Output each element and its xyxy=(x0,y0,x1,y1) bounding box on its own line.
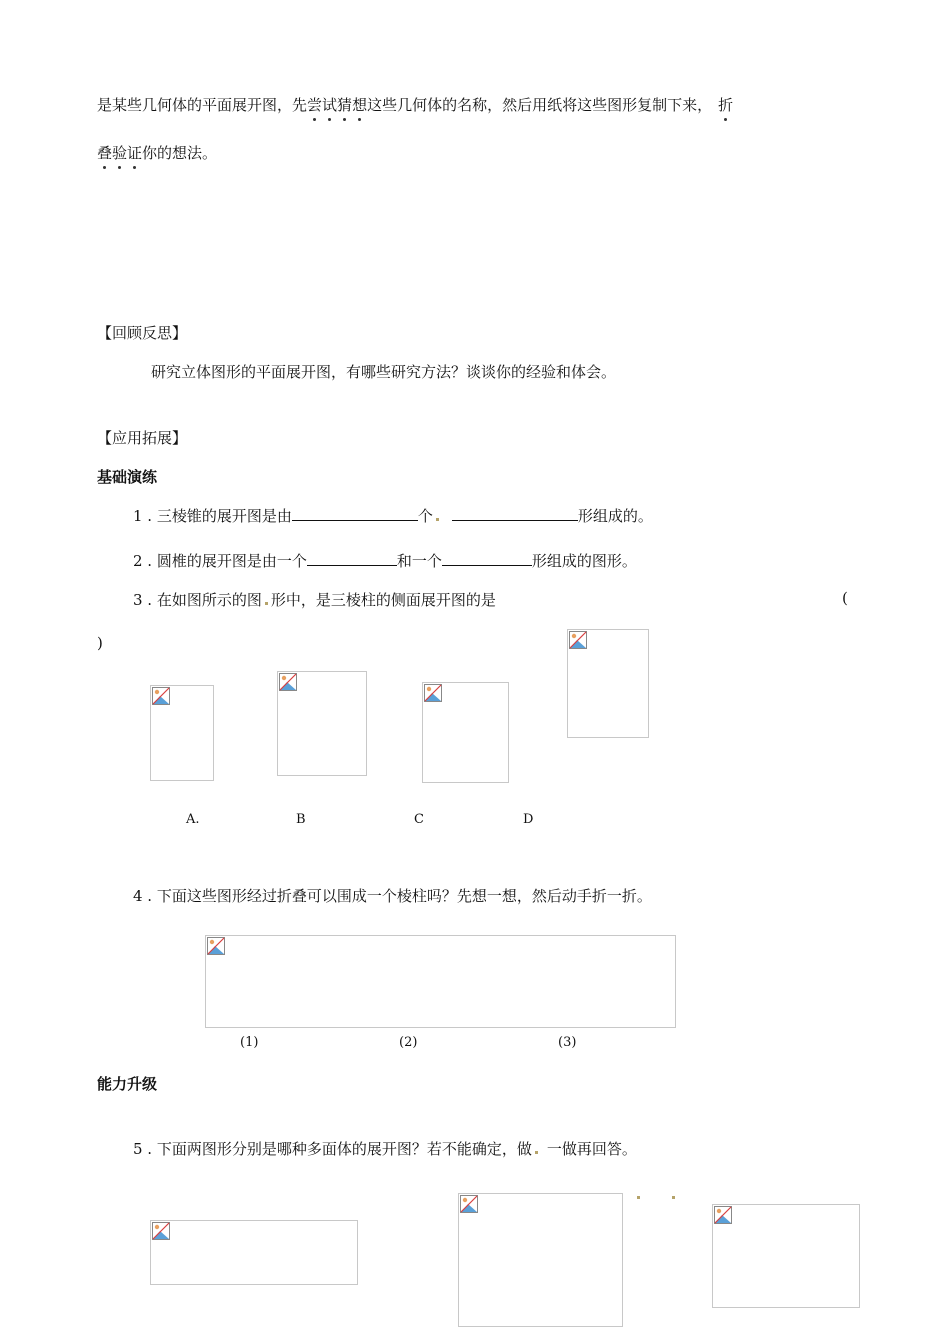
answer-paren-open: ( xyxy=(842,589,848,607)
option-label-c: C xyxy=(414,812,424,827)
emphasis-char: 验 xyxy=(112,144,128,162)
q4-label-1: (1) xyxy=(240,1035,259,1050)
figure-option-b xyxy=(277,671,367,776)
emphasis-char: 尝 xyxy=(307,96,323,114)
marker-dot xyxy=(436,518,439,521)
broken-image-icon xyxy=(152,1222,170,1240)
intro-line-2 xyxy=(97,142,217,163)
question-1: 1 . 三棱锥的展开图是由 个 形组成的。 xyxy=(133,507,653,525)
answer-paren-close: ) xyxy=(97,634,103,652)
option-label-a: A. xyxy=(186,812,200,827)
emphasis-char: 试 xyxy=(322,96,338,114)
answer-blank[interactable] xyxy=(452,506,578,521)
figure-option-c xyxy=(422,682,509,783)
question-5: 5 . 下面两图形分别是哪种多面体的展开图？若不能确定，做 一做再回答。 xyxy=(133,1140,637,1158)
emphasis-char: 想 xyxy=(352,96,368,114)
broken-image-icon xyxy=(152,687,170,705)
figure-q5-middle xyxy=(458,1193,623,1327)
q4-label-2: (2) xyxy=(399,1035,418,1050)
emphasis-char: 猜 xyxy=(337,96,353,114)
marker-dot xyxy=(637,1196,640,1199)
emphasis-char: 叠 xyxy=(97,144,113,162)
review-question: 研究立体图形的平面展开图，有哪些研究方法？谈谈你的经验和体会。 xyxy=(151,363,617,381)
review-heading: 【回顾反思】 xyxy=(97,324,188,342)
figure-option-d xyxy=(567,629,649,738)
figure-q5-left xyxy=(150,1220,358,1285)
broken-image-icon xyxy=(279,673,297,691)
broken-image-icon xyxy=(424,684,442,702)
option-label-b: B xyxy=(296,812,306,827)
question-2: 2 . 圆椎的展开图是由一个 和一个 形组成的图形。 xyxy=(133,552,637,570)
broken-image-icon xyxy=(714,1206,732,1224)
answer-blank[interactable] xyxy=(292,506,418,521)
intro-text: 是某些几何体的平面展开图，先 xyxy=(97,96,308,114)
q4-label-3: (3) xyxy=(558,1035,577,1050)
broken-image-icon xyxy=(460,1195,478,1213)
figure-q4-nets xyxy=(205,935,676,1028)
marker-dot xyxy=(535,1151,538,1154)
option-label-d: D xyxy=(523,812,534,827)
extension-heading: 【应用拓展】 xyxy=(97,429,188,447)
advanced-heading: 能力升级 xyxy=(97,1075,158,1093)
intro-line-1 xyxy=(97,94,733,115)
broken-image-icon xyxy=(207,937,225,955)
question-3: 3 . 在如图所示的图 形中，是三棱柱的侧面展开图的是 xyxy=(133,591,496,609)
question-4: 4 . 下面这些图形经过折叠可以围成一个棱柱吗？先想一想，然后动手折一折。 xyxy=(133,887,652,905)
marker-dot xyxy=(265,602,268,605)
emphasis-char: 折 xyxy=(718,96,734,114)
marker-dot xyxy=(672,1196,675,1199)
intro-text: 这些几何体的名称，然后用纸将这些图形复制下来， xyxy=(367,96,713,114)
answer-blank[interactable] xyxy=(442,551,532,566)
broken-image-icon xyxy=(569,631,587,649)
figure-q5-right xyxy=(712,1204,860,1308)
emphasis-char: 证 xyxy=(127,144,143,162)
figure-option-a xyxy=(150,685,214,781)
intro-text: 你的想法。 xyxy=(142,144,218,162)
answer-blank[interactable] xyxy=(307,551,397,566)
basic-practice-heading: 基础演练 xyxy=(97,468,158,486)
